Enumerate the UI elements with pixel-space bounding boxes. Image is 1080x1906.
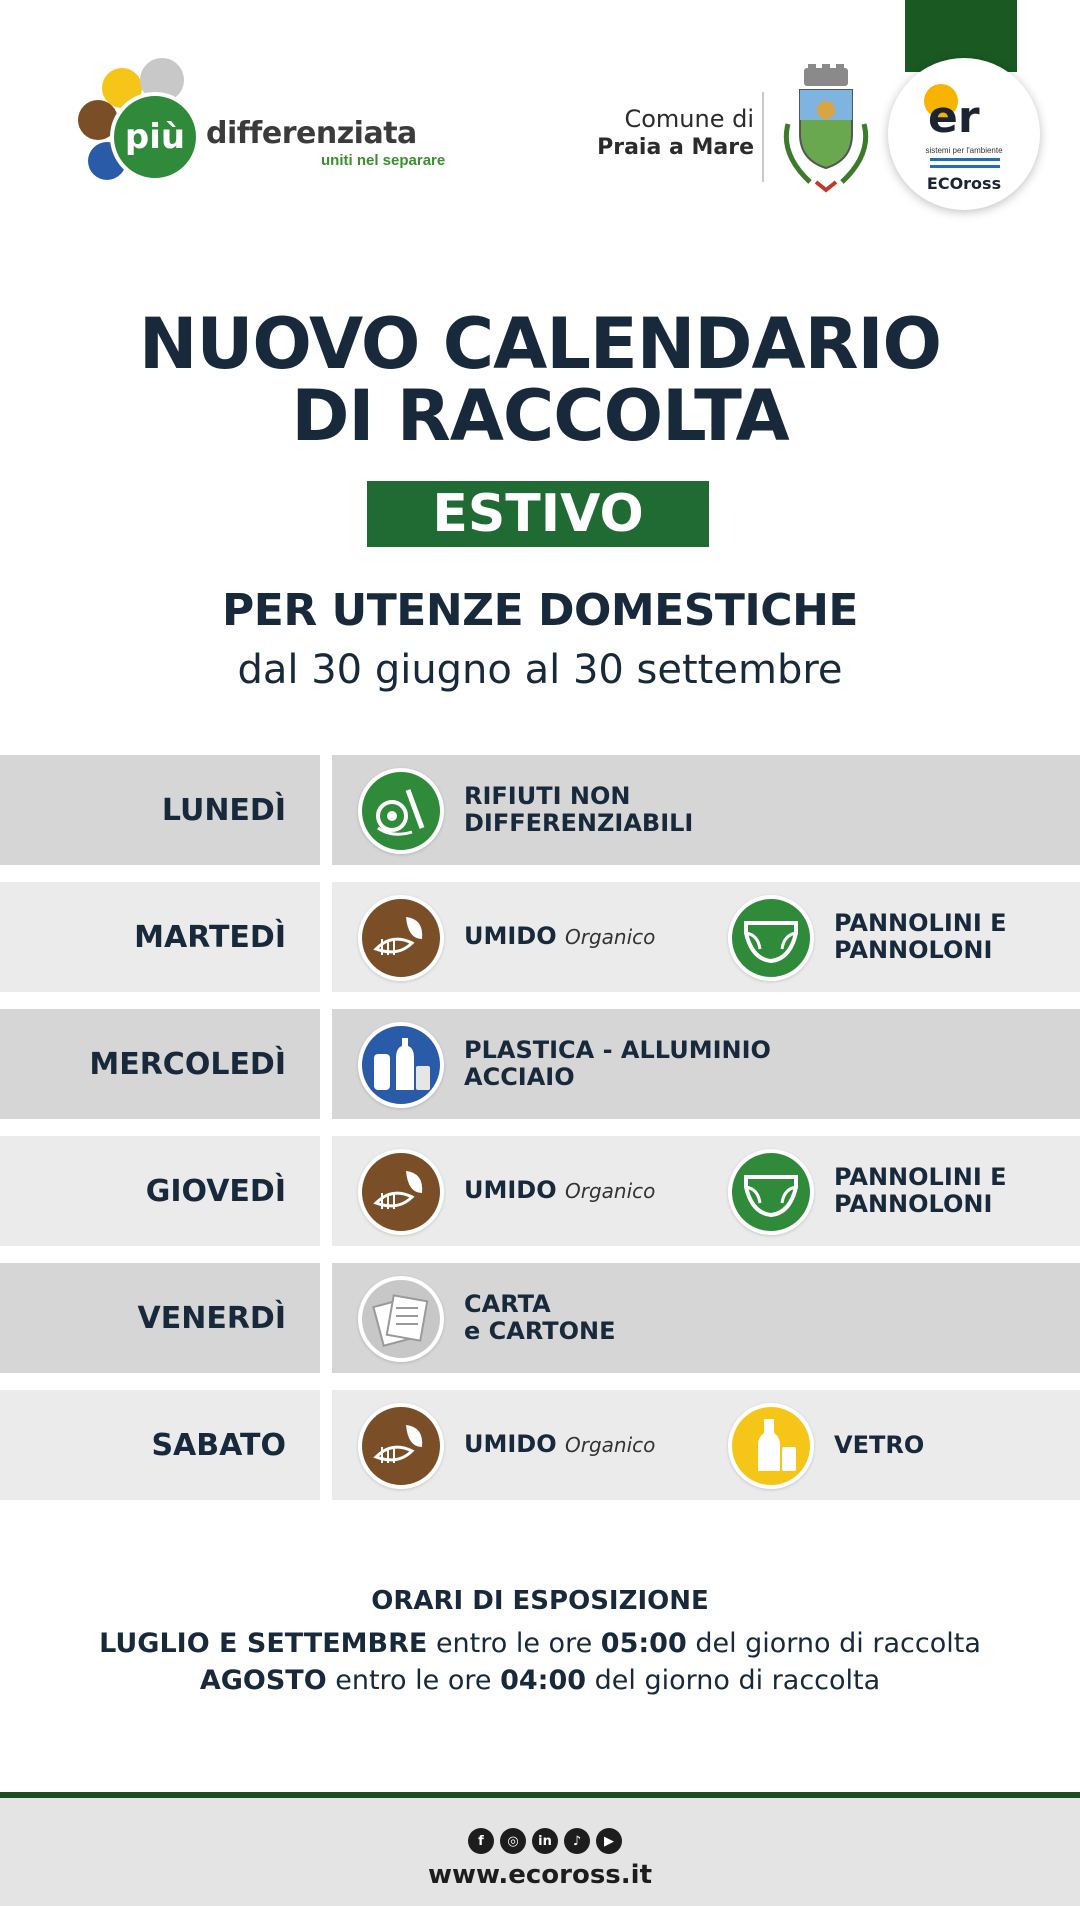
schedule-row [0, 882, 1080, 992]
logo-tagline: uniti nel separare [321, 152, 446, 169]
label-main: UMIDO [464, 1176, 557, 1204]
ecoross-name: ECOross [926, 174, 1002, 193]
label-note: Organico [564, 1433, 656, 1457]
row-items [332, 1009, 1080, 1119]
label-line2: ACCIAIO [464, 1063, 575, 1091]
title-line2: DI RACCOLTA [291, 375, 789, 457]
schedule-row [0, 1390, 1080, 1500]
youtube-icon[interactable]: ▶ [596, 1828, 622, 1854]
label-line1: PANNOLINI E [834, 909, 1007, 937]
label-line1: PLASTICA - ALLUMINIO [464, 1036, 771, 1064]
page-title [0, 303, 1080, 457]
orari-line-2 [0, 1665, 1080, 1696]
footer [0, 1798, 1080, 1906]
social-links [468, 1828, 622, 1854]
facebook-icon[interactable]: f [468, 1828, 494, 1854]
label-line1: CARTA [464, 1290, 551, 1318]
day-label: MERCOLEDÌ [0, 1009, 320, 1119]
piu-differenziata-logo [78, 58, 458, 188]
row-items [332, 755, 1080, 865]
day-label: GIOVEDÌ [0, 1136, 320, 1246]
day-label: SABATO [0, 1390, 320, 1500]
waves-icon [930, 158, 1000, 168]
row-items [332, 1136, 1080, 1246]
label-line2: e CARTONE [464, 1317, 616, 1345]
schedule-row [0, 1263, 1080, 1373]
paper-icon [358, 1276, 444, 1362]
orari-time: 05:00 [600, 1628, 687, 1659]
row-items [332, 1263, 1080, 1373]
label-line1: PANNOLINI E [834, 1163, 1007, 1191]
orari-text: entro le ore [326, 1665, 501, 1696]
label-note: Organico [564, 925, 656, 949]
diaper-icon [728, 895, 814, 981]
comune-label [574, 104, 754, 162]
website-link[interactable]: www.ecoross.it [427, 1860, 653, 1890]
title-line1: NUOVO CALENDARIO [138, 303, 942, 385]
orari-months: AGOSTO [199, 1665, 327, 1696]
season-badge: ESTIVO [367, 481, 709, 547]
comune-line2: Praia a Mare [597, 135, 754, 160]
schedule-row [0, 755, 1080, 865]
label-line1: VETRO [834, 1430, 925, 1459]
organic-icon [358, 1403, 444, 1489]
day-label: MARTEDÌ [0, 882, 320, 992]
label-line1: RIFIUTI NON [464, 782, 631, 810]
orari-time: 04:00 [500, 1665, 587, 1696]
orari-text: del giorno di raccolta [586, 1665, 881, 1696]
schedule-row [0, 1136, 1080, 1246]
label-line2: DIFFERENZIABILI [464, 809, 694, 837]
logo-piu: più [110, 92, 200, 182]
label-main: UMIDO [464, 922, 557, 950]
waste-label [834, 891, 1080, 983]
waste-label [834, 1399, 1080, 1491]
label-line2: PANNOLONI [834, 1190, 993, 1218]
ecoross-logo [888, 58, 1040, 210]
label-note: Organico [564, 1179, 656, 1203]
label-main: UMIDO [464, 1430, 557, 1458]
waste-label [464, 764, 804, 856]
row-items [332, 882, 1080, 992]
row-items [332, 1390, 1080, 1500]
glass-icon [728, 1403, 814, 1489]
day-label: LUNEDÌ [0, 755, 320, 865]
schedule-row [0, 1009, 1080, 1119]
orari-text: del giorno di raccolta [686, 1628, 981, 1659]
date-range: dal 30 giugno al 30 settembre [237, 647, 843, 693]
tiktok-icon[interactable]: ♪ [564, 1828, 590, 1854]
plastic-metal-icon [358, 1022, 444, 1108]
day-label: VENERDÌ [0, 1263, 320, 1373]
organic-icon [358, 1149, 444, 1235]
waste-label [834, 1145, 1080, 1237]
crest-icon [770, 64, 882, 204]
comune-line1: Comune di [624, 105, 754, 133]
label-line2: PANNOLONI [834, 936, 993, 964]
ecoross-tagline: sistemi per l'ambiente [925, 146, 1003, 155]
organic-icon [358, 895, 444, 981]
header-divider [762, 92, 764, 182]
er-mark-icon: er [928, 92, 980, 143]
orari-line-1 [0, 1628, 1080, 1659]
subtitle: PER UTENZE DOMESTICHE [222, 585, 858, 636]
diaper-icon [728, 1149, 814, 1235]
orari-months: LUGLIO E SETTEMBRE [99, 1628, 428, 1659]
logo-word: differenziata [206, 116, 417, 151]
indifferenziato-icon [358, 768, 444, 854]
waste-label [464, 1272, 804, 1364]
instagram-icon[interactable]: ◎ [500, 1828, 526, 1854]
orari-title: ORARI DI ESPOSIZIONE [371, 1586, 709, 1616]
orari-text: entro le ore [427, 1628, 601, 1659]
waste-label [464, 1018, 804, 1110]
linkedin-icon[interactable]: in [532, 1828, 558, 1854]
